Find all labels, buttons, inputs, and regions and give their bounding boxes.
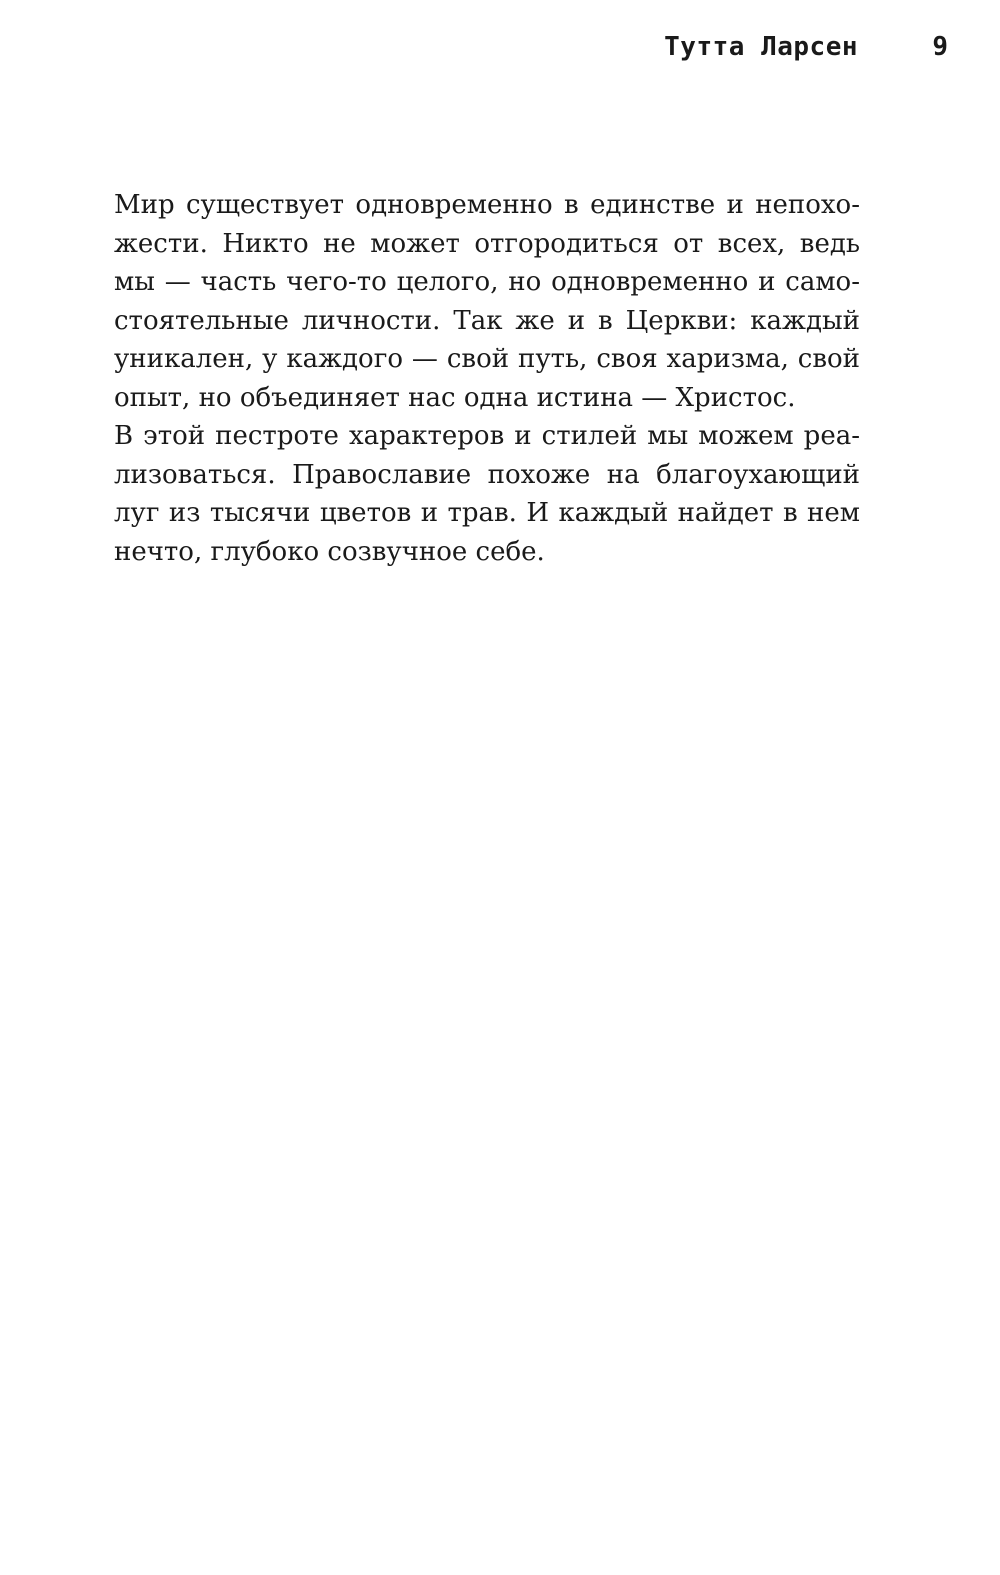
text-line: луг из тысячи цветов и трав. И каждый найдет в нем: [114, 498, 860, 528]
running-head: [0, 30, 1000, 70]
text-line: Мир существует одновременно в единстве и непохо-: [114, 190, 860, 220]
text-line: жести. Никто не может отгородиться от всех, ведь: [114, 228, 860, 259]
text-line: нечто, глубоко созвучное себе.: [114, 536, 545, 567]
text-line: В этой пестроте характеров и стилей мы можем реа-: [114, 421, 860, 451]
text-line: лизоваться. Православие похоже на благоухающий: [114, 459, 860, 490]
text-line: стоятельные личности. Так же и в Церкви: каждый: [114, 305, 860, 336]
body-text: [114, 186, 860, 571]
running-head-author: Тутта Ларсен: [664, 32, 858, 62]
page-number: 9: [932, 32, 948, 62]
text-line: уникален, у каждого — свой путь, своя харизма, свой: [114, 344, 860, 374]
text-line: мы — часть чего-то целого, но одновременно и само-: [114, 267, 860, 297]
text-line: опыт, но объединяет нас одна истина — Христос.: [114, 382, 796, 413]
